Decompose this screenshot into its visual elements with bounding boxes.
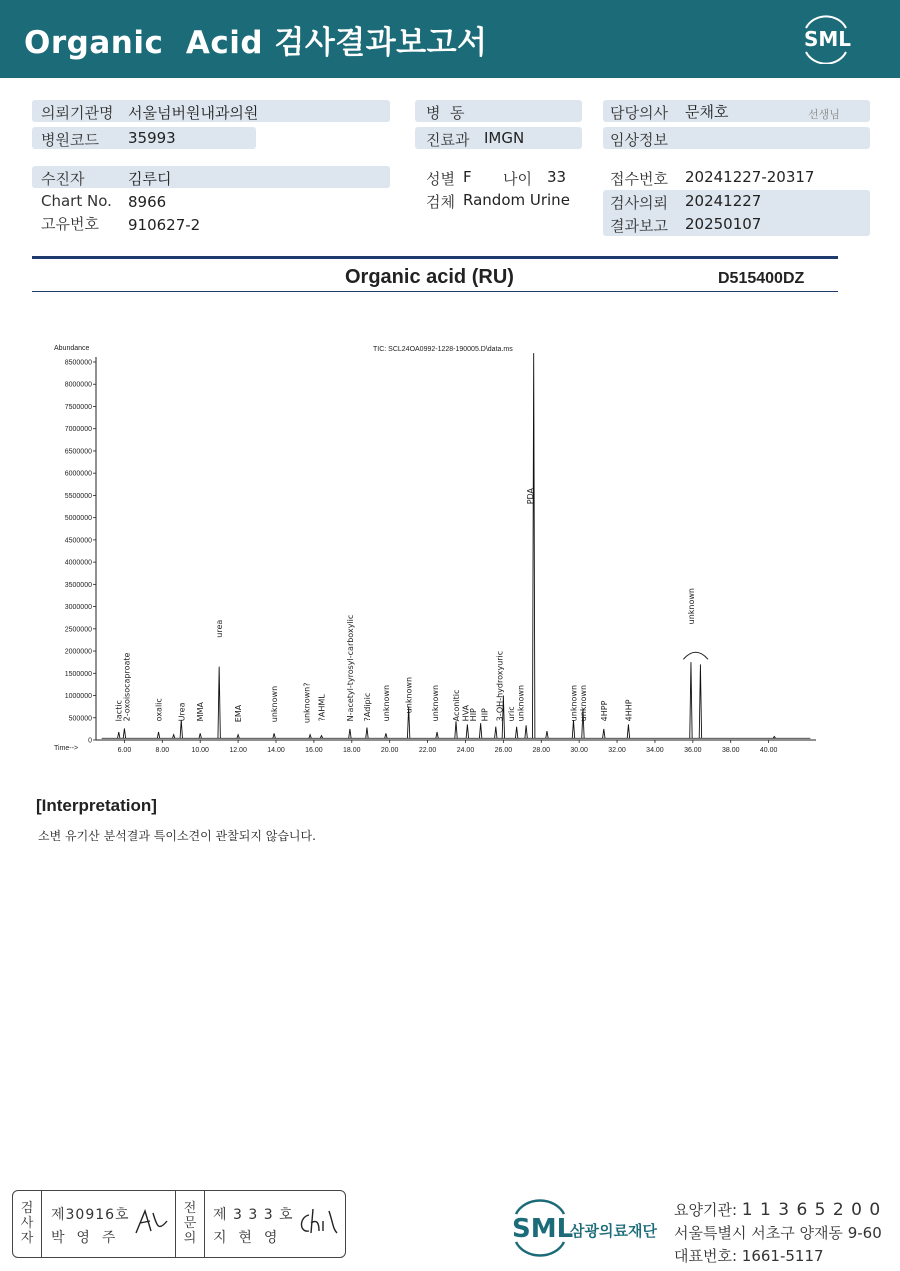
footer-phone — [674, 1245, 824, 1266]
x-tick-label: 16.00 — [305, 747, 323, 754]
request-label: 검사의뢰 — [610, 194, 668, 212]
age-value: 33 — [547, 168, 567, 186]
y-tick-label: 1000000 — [64, 693, 92, 701]
institution-label: 의뢰기관명 — [41, 104, 114, 122]
footer-line1-label: 요양기관: — [674, 1201, 738, 1219]
chromatogram-peak — [572, 720, 574, 738]
peak-annotation — [507, 706, 516, 721]
unique-no-value: 910627-2 — [128, 216, 201, 234]
chromatogram-peak — [118, 732, 120, 738]
examiner-license: 제30916호 — [51, 1207, 130, 1223]
peak-annotation-label: unknown — [381, 684, 391, 722]
peak-annotation — [382, 685, 391, 721]
peak-annotation — [234, 704, 243, 722]
receipt-label: 접수번호 — [610, 170, 668, 188]
y-tick-label: 7000000 — [64, 426, 92, 434]
peak-annotation — [569, 685, 578, 721]
department-label: 진료과 — [426, 131, 470, 149]
chart-no-value: 8966 — [128, 193, 167, 211]
examiner-signature-icon — [131, 1203, 171, 1243]
y-tick-label: 4000000 — [64, 559, 92, 567]
x-tick-label: 20.00 — [380, 747, 399, 754]
y-tick-label: 6000000 — [64, 470, 92, 478]
chromatogram-peak — [199, 733, 201, 738]
peak-annotation — [452, 690, 461, 722]
peak-annotation — [516, 685, 525, 721]
y-tick-label: 8000000 — [64, 381, 92, 389]
peak-annotation-label: lactic — [114, 700, 124, 722]
age-label: 나이 — [503, 170, 532, 188]
y-tick-label: 5000000 — [64, 515, 92, 523]
chromatogram-peak — [466, 724, 468, 738]
y-tick-label: 500000 — [68, 715, 92, 723]
footer-line1-value: 1 1 3 6 5 2 0 0 — [741, 1200, 882, 1220]
report-value: 20250107 — [685, 215, 762, 233]
peak-group-bracket — [683, 652, 708, 659]
interpretation-title: [Interpretation] — [36, 796, 157, 815]
chromatogram-peak — [218, 667, 220, 739]
unique-no-label: 고유번호 — [41, 215, 99, 233]
chromatogram-peak — [627, 724, 629, 738]
signature-box — [12, 1190, 346, 1258]
section-title: Organic acid (RU) — [345, 266, 514, 288]
specialist-signature-icon — [295, 1203, 339, 1243]
examiner-name: 박 영 주 — [51, 1230, 117, 1246]
chromatogram-peak — [690, 662, 692, 738]
examiner-label — [16, 1201, 38, 1246]
y-tick-label: 7500000 — [64, 403, 92, 411]
peak-annotation — [624, 699, 633, 721]
peak-annotation-label: ?AHML — [317, 694, 327, 722]
hospital-code-label: 병원코드 — [41, 131, 99, 149]
peak-annotation — [196, 702, 205, 722]
peak-annotation-label: HVA — [461, 704, 471, 722]
peak-annotation-label: Aconitic — [452, 689, 461, 722]
specialist-license: 제 3 3 3 호 — [213, 1207, 294, 1223]
sml-logo-text: SML — [804, 27, 852, 51]
specialist-label — [179, 1201, 201, 1246]
footer-org-name: 삼광의료재단 — [570, 1222, 657, 1240]
chromatogram-peak — [123, 728, 125, 738]
peak-annotation — [496, 651, 505, 722]
department-value: IMGN — [484, 129, 525, 147]
peak-annotation-label: 2-oxoisocaproate — [122, 652, 132, 722]
doctor-suffix: 선생님 — [808, 108, 840, 121]
chromatogram-chart — [40, 335, 830, 760]
examiner-label-text: 검사자 — [20, 1201, 34, 1246]
footer-line3-label: 대표번호: — [674, 1247, 738, 1265]
footer-institution-code — [674, 1199, 881, 1220]
peak-annotation-label: unknown? — [302, 682, 312, 724]
peak-annotation — [122, 652, 131, 721]
patient-value: 김루디 — [128, 170, 172, 188]
report-header — [0, 0, 900, 78]
peak-annotation — [155, 698, 164, 721]
chart-x-label: Time--> — [54, 745, 79, 752]
y-tick-label: 5500000 — [64, 492, 92, 500]
sex-value: F — [463, 168, 472, 186]
chromatogram-peak — [349, 729, 351, 738]
peak-annotation-label: unknown — [686, 588, 696, 625]
peak-annotation-label: unknown — [270, 685, 280, 723]
peak-annotation-label: unknown — [431, 684, 441, 722]
peak-annotation-label: oxalic — [154, 698, 164, 722]
x-tick-label: 32.00 — [608, 747, 626, 754]
y-tick-label: 6500000 — [64, 448, 92, 456]
y-tick-label: 2500000 — [64, 626, 92, 634]
sex-label: 성별 — [426, 170, 455, 188]
peak-annotation — [405, 677, 414, 713]
y-tick-label: 0 — [88, 737, 92, 745]
chromatogram-peak — [309, 735, 311, 739]
specimen-value: Random Urine — [463, 191, 570, 209]
doctor-label: 담당의사 — [610, 104, 668, 122]
y-tick-label: 3000000 — [64, 604, 92, 612]
peak-annotation — [526, 487, 535, 504]
x-tick-label: 38.00 — [721, 747, 740, 754]
peak-annotation-label: EMA — [234, 704, 244, 723]
peak-annotation-label: unknown — [578, 684, 588, 722]
peak-annotation — [469, 708, 478, 721]
patient-label: 수진자 — [41, 170, 85, 188]
peak-annotation-label: unknown — [404, 676, 414, 714]
x-tick-label: 30.00 — [570, 747, 588, 754]
institution-value: 서울넘버원내과의원 — [128, 104, 259, 122]
peak-annotation-label: ?Adipic — [362, 692, 372, 722]
clinical-label: 임상정보 — [610, 131, 668, 149]
sml-logo-icon — [798, 14, 854, 64]
y-tick-label: 3500000 — [64, 581, 92, 589]
peak-annotation-label: PDA — [525, 487, 535, 505]
chart-y-label: Abundance — [54, 345, 90, 352]
x-tick-label: 8.00 — [155, 747, 170, 754]
section-rule-bottom — [32, 291, 838, 292]
chart-title: TIC: SCL24OA0992-1228-190005.D\data.ms — [373, 346, 513, 353]
request-value: 20241227 — [685, 192, 762, 210]
peak-annotation — [431, 685, 440, 721]
footer-logo-text: SML — [512, 1214, 574, 1244]
chromatogram-peak — [532, 353, 534, 738]
peak-annotation-label: HIP — [480, 708, 490, 722]
chromatogram-peak — [699, 664, 701, 738]
footer-line3-value: 1661-5117 — [741, 1247, 824, 1265]
doctor-value: 문채호 — [685, 103, 729, 121]
peak-annotation — [579, 685, 588, 721]
chromatogram-peak — [525, 725, 527, 738]
ward-label: 병 동 — [426, 104, 465, 122]
peak-annotation — [480, 708, 489, 721]
peak-annotation — [687, 588, 696, 624]
chromatogram-peak — [515, 727, 517, 739]
x-tick-label: 28.00 — [532, 747, 551, 754]
peak-annotation-label: unknown — [569, 684, 579, 722]
peak-annotation-label: HIP — [469, 708, 479, 722]
chromatogram-peak — [237, 735, 239, 739]
section-rule-top — [32, 256, 838, 259]
chromatogram-peak — [320, 736, 322, 739]
x-tick-label: 40.00 — [759, 747, 778, 754]
peak-annotation — [215, 620, 224, 638]
peak-annotation — [302, 682, 311, 723]
x-tick-label: 12.00 — [229, 747, 247, 754]
chart-no-label: Chart No. — [41, 192, 112, 210]
hospital-code-value: 35993 — [128, 129, 176, 147]
chromatogram-peak — [157, 732, 159, 738]
x-tick-label: 10.00 — [191, 747, 209, 754]
y-tick-label: 1500000 — [64, 670, 92, 678]
specialist-name: 지 현 영 — [213, 1230, 279, 1246]
chromatogram-peak — [385, 733, 387, 738]
x-tick-label: 22.00 — [418, 747, 437, 754]
peak-annotation — [363, 693, 372, 722]
x-tick-label: 18.00 — [343, 747, 361, 754]
section-code: D515400DZ — [718, 270, 805, 287]
footer-address: 서울특별시 서초구 양재동 9-60 — [674, 1224, 882, 1242]
x-tick-label: 34.00 — [646, 747, 664, 754]
peak-annotation-label: urea — [215, 619, 225, 638]
receipt-value: 20241227-20317 — [685, 168, 815, 186]
peak-annotation-label: uric — [506, 706, 516, 722]
y-tick-label: 4500000 — [64, 537, 92, 545]
report-label: 결과보고 — [610, 217, 668, 235]
chromatogram-peak — [366, 728, 368, 739]
chromatogram-peak — [546, 731, 548, 738]
specialist-label-text: 전문의 — [183, 1201, 197, 1246]
report-title: Organic Acid 검사결과보고서 — [24, 25, 488, 61]
x-tick-label: 6.00 — [117, 747, 132, 754]
peak-annotation-label: Urea — [177, 702, 187, 722]
chromatogram-peak — [455, 721, 457, 738]
peak-annotation-label: 4HHP — [624, 699, 634, 722]
peak-annotation — [346, 615, 355, 722]
specimen-label: 검체 — [426, 193, 455, 211]
x-tick-label: 26.00 — [494, 747, 513, 754]
peak-annotation — [177, 702, 186, 721]
chromatogram-peak — [172, 735, 174, 739]
peak-annotation — [317, 694, 326, 722]
chromatogram-peak — [603, 729, 605, 738]
peak-annotation-label: 3-OH-hydroxyuric — [495, 650, 505, 722]
peak-annotation-label: unknown — [516, 684, 526, 722]
chromatogram-peak — [180, 720, 182, 738]
x-tick-label: 14.00 — [267, 747, 285, 754]
x-tick-label: 24.00 — [456, 747, 475, 754]
chromatogram-peak — [479, 723, 481, 738]
chromatogram-peak — [495, 727, 497, 739]
peak-annotation-label: MMA — [196, 702, 206, 722]
chromatogram-peak — [436, 732, 438, 738]
peak-annotation-label: N-acetyl-tyrosyl-carboxylic — [345, 614, 355, 722]
y-tick-label: 2000000 — [64, 648, 92, 656]
peak-annotation-label: 4HPP — [599, 700, 609, 722]
footer-logo — [510, 1198, 670, 1262]
peak-annotation — [600, 700, 609, 721]
peak-annotation — [270, 686, 279, 722]
y-tick-label: 8500000 — [64, 359, 92, 367]
x-tick-label: 36.00 — [684, 747, 702, 754]
interpretation-text: 소변 유기산 분석결과 특이소견이 관찰되지 않습니다. — [38, 829, 316, 843]
chromatogram-peak — [273, 733, 275, 738]
